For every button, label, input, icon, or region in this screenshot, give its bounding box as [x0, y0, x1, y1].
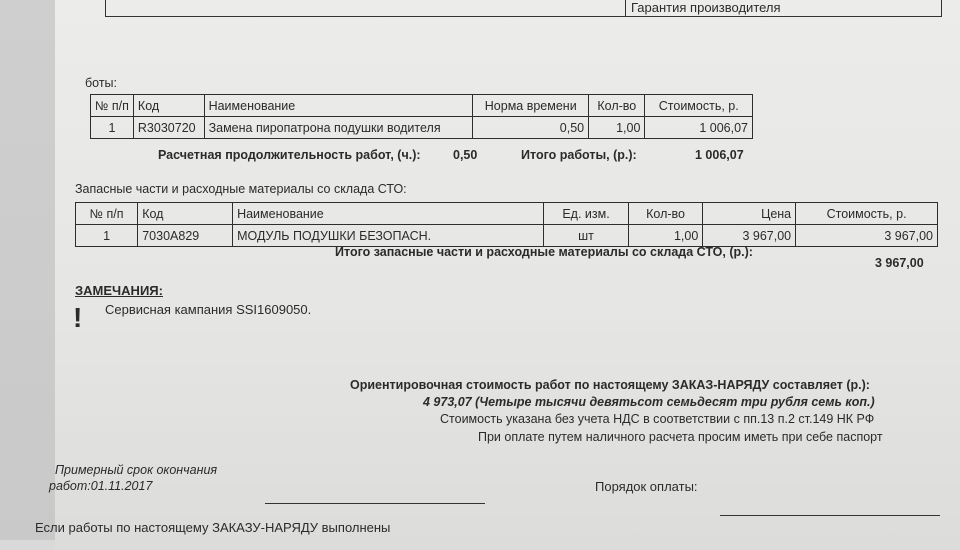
cell-price: 3 967,00 [703, 225, 796, 247]
col-header: Кол-во [628, 203, 702, 225]
table-row [91, 117, 753, 139]
estimate-vat-note: Стоимость указана без учета НДС в соответствии с пп.13 п.2 ст.149 НК РФ [440, 412, 875, 426]
bottom-text: Если работы по настоящему ЗАКАЗУ-НАРЯДУ выполнены [35, 520, 391, 535]
warning-mark-icon: ! [73, 302, 83, 333]
header-box [105, 0, 942, 17]
work-order-page [35, 0, 960, 550]
cell-name: Замена пиропатрона подушки водителя [204, 117, 473, 139]
parts-total-value: 3 967,00 [875, 256, 924, 270]
payment-line [720, 515, 940, 516]
deadline-label: Примерный срок окончания [55, 463, 218, 477]
estimate-passport-note: При оплате путем наличного расчета просим иметь при себе паспорт [478, 430, 883, 444]
parts-total-label: Итого запасные части и расходные материалы со склада СТО, (р.): [335, 245, 753, 259]
col-header: Кол-во [589, 95, 645, 117]
cell-code: R3030720 [133, 117, 204, 139]
cell-qty: 1,00 [628, 225, 702, 247]
signature-line [265, 503, 485, 504]
col-header: Наименование [204, 95, 473, 117]
col-header: Стоимость, р. [796, 203, 938, 225]
cell-norm: 0,50 [473, 117, 589, 139]
header-divider [625, 0, 626, 16]
cell-qty: 1,00 [589, 117, 645, 139]
remarks-title: ЗАМЕЧАНИЯ: [75, 283, 163, 298]
col-header: Стоимость, р. [645, 95, 753, 117]
cell-unit: шт [544, 225, 629, 247]
col-header: Код [138, 203, 233, 225]
cell-num: 1 [91, 117, 134, 139]
col-header: Цена [703, 203, 796, 225]
col-header: Ед. изм. [544, 203, 629, 225]
works-table [90, 94, 753, 139]
estimate-line-1: Ориентировочная стоимость работ по настоящему ЗАКАЗ-НАРЯДУ составляет (р.): [350, 378, 870, 392]
col-header: Наименование [233, 203, 544, 225]
col-header: № п/п [76, 203, 138, 225]
cell-name: МОДУЛЬ ПОДУШКИ БЕЗОПАСН. [233, 225, 544, 247]
cell-cost: 1 006,07 [645, 117, 753, 139]
remarks-text: Сервисная кампания SSI1609050. [105, 302, 312, 317]
parts-section-title: Запасные части и расходные материалы со склада СТО: [75, 182, 407, 196]
col-header: Норма времени [473, 95, 589, 117]
table-row [76, 225, 938, 247]
estimate-total-text: 4 973,07 (Четыре тысячи девятьсот семьдесят три рубля семь коп.) [423, 395, 875, 409]
parts-table [75, 202, 938, 247]
duration-value: 0,50 [453, 148, 478, 162]
payment-label: Порядок оплаты: [595, 479, 698, 494]
parts-header-row [76, 203, 938, 225]
deadline-value: работ:01.11.2017 [49, 479, 153, 493]
cell-num: 1 [76, 225, 138, 247]
works-header-row [91, 95, 753, 117]
duration-label: Расчетная продолжительность работ, (ч.): [158, 148, 421, 162]
col-header: Код [133, 95, 204, 117]
warranty-label: Гарантия производителя [631, 0, 781, 15]
col-header: № п/п [91, 95, 134, 117]
cell-cost: 3 967,00 [796, 225, 938, 247]
works-total-value: 1 006,07 [695, 148, 744, 162]
works-total-label: Итого работы, (р.): [521, 148, 637, 162]
cell-code: 7030A829 [138, 225, 233, 247]
works-section-title: боты: [85, 76, 118, 90]
